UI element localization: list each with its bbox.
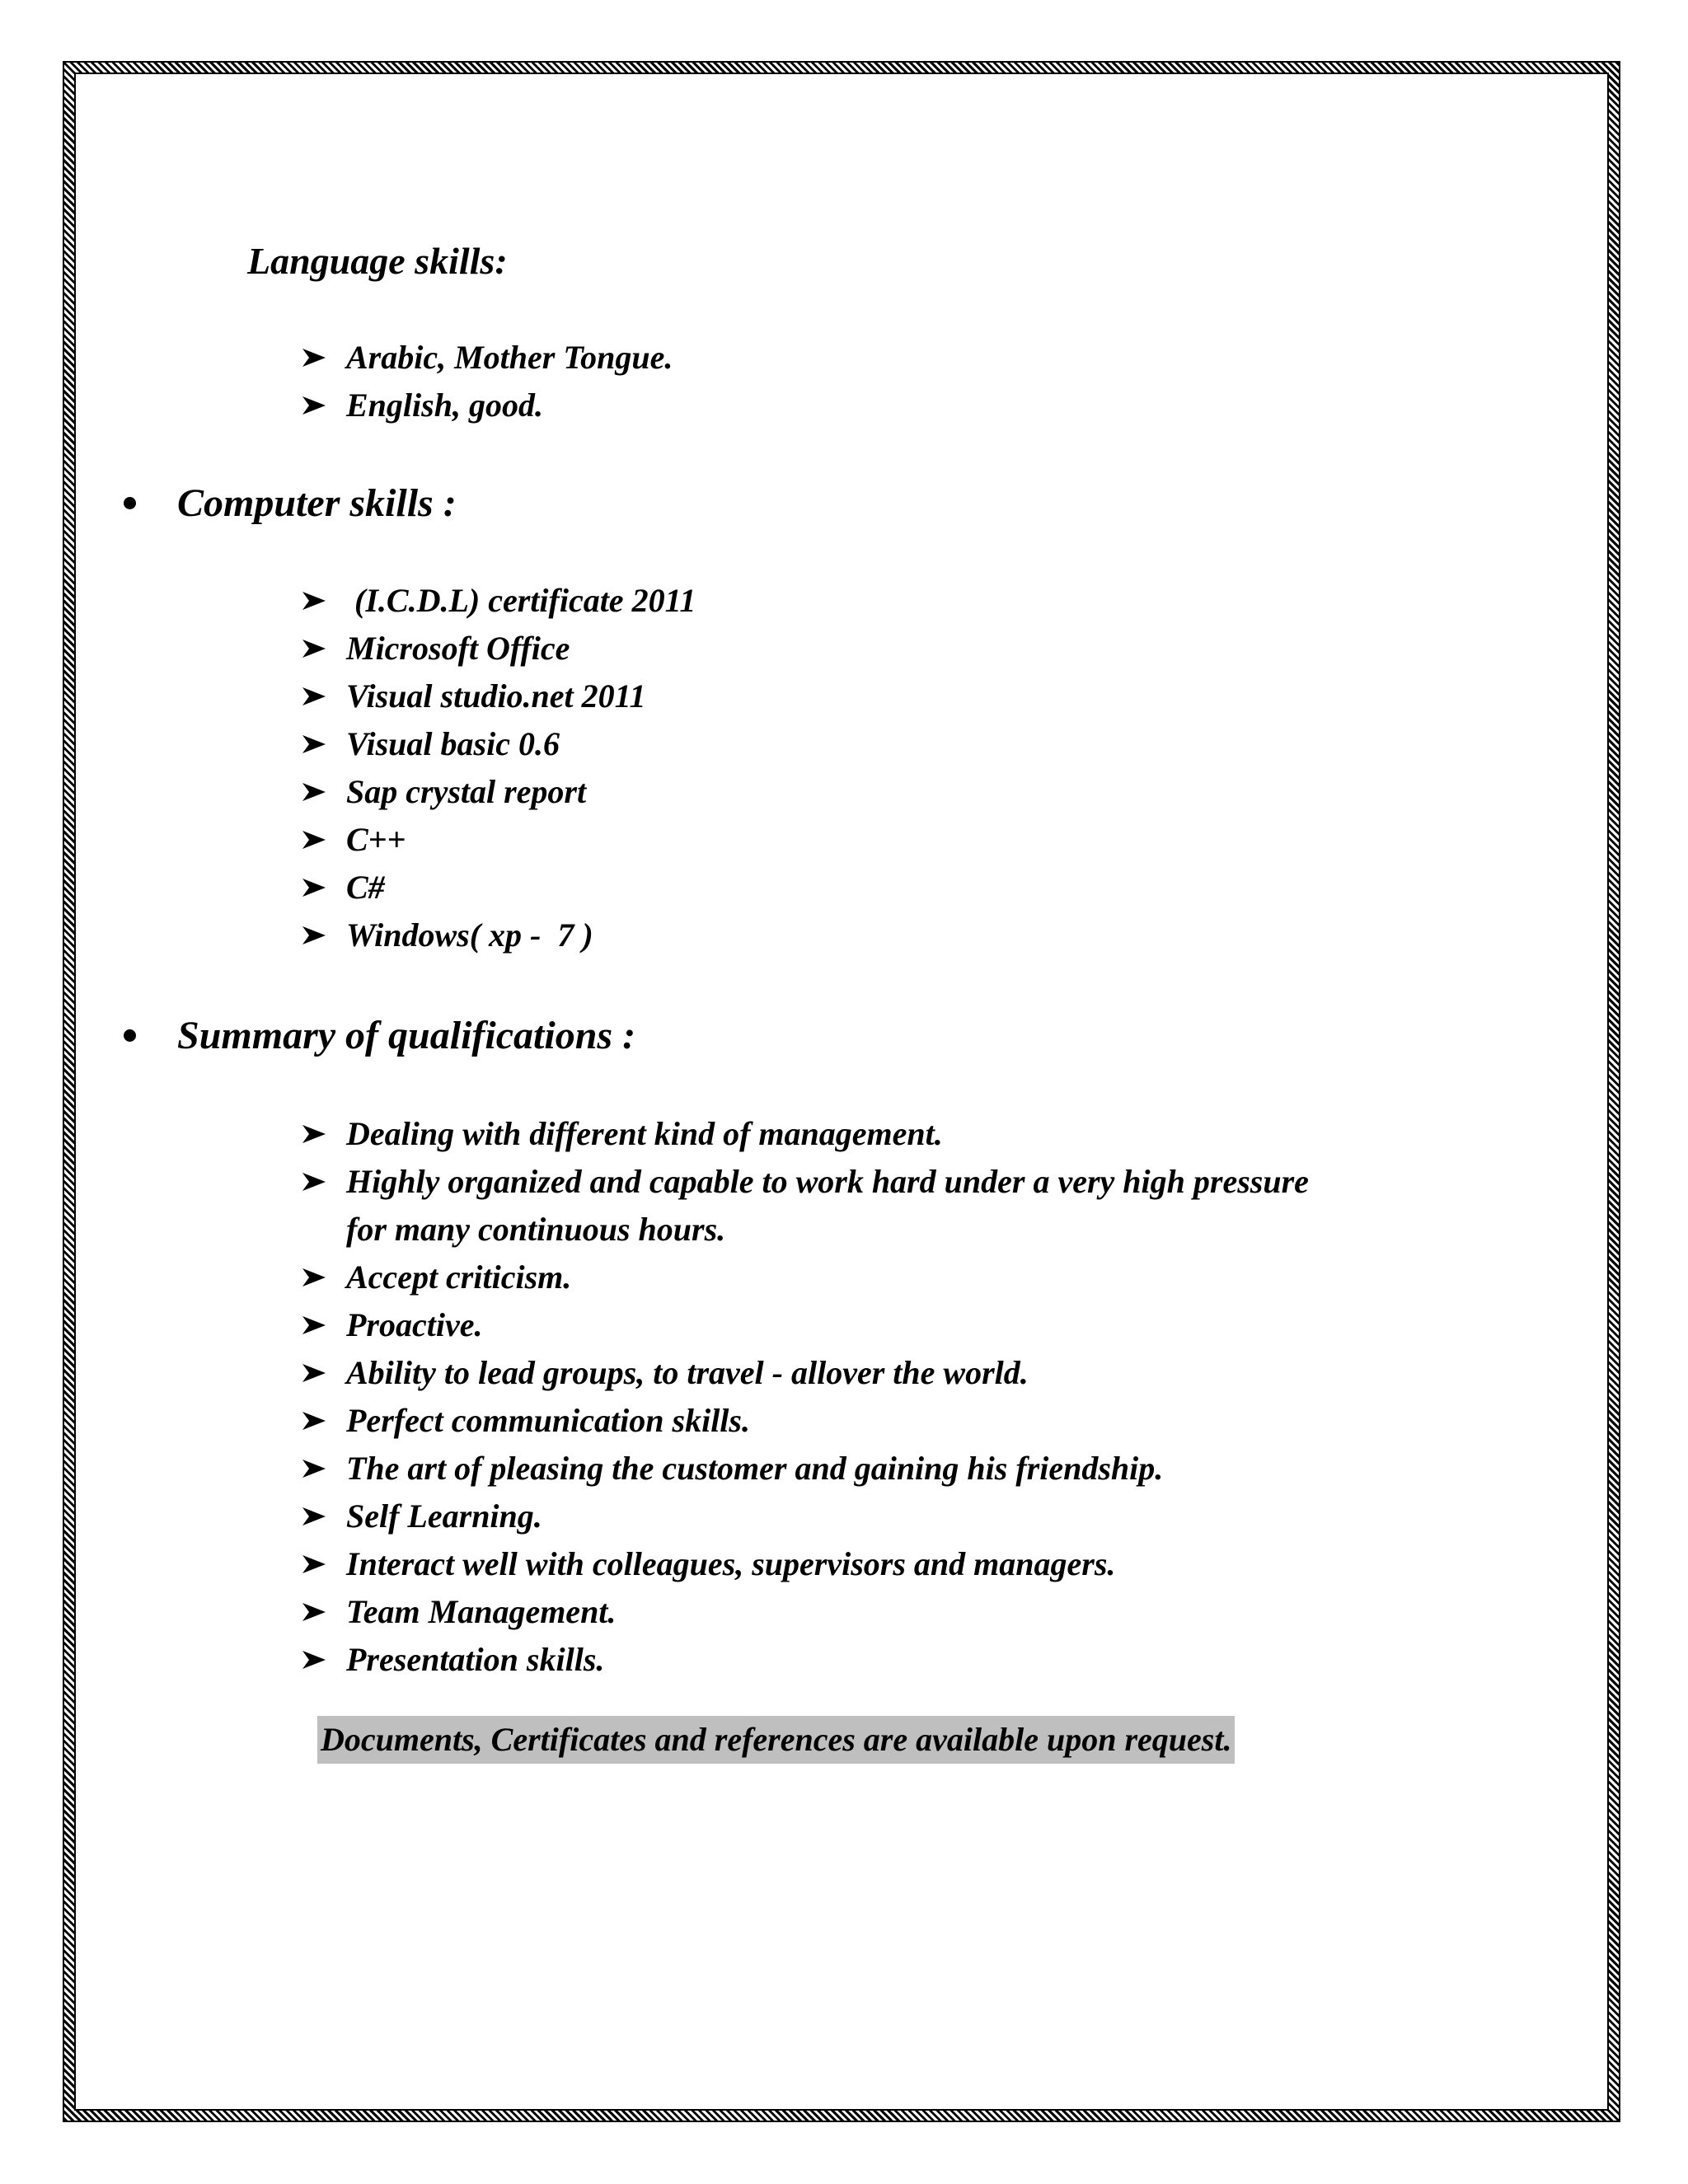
computer-item-text: Windows( xp - 7 ) [346,916,593,954]
summary-heading-text: Summary of qualifications : [177,1014,636,1057]
arrowhead-bullet-icon [301,877,327,898]
list-item [301,1493,1537,1540]
list-item [301,1158,1537,1254]
list-item [301,1301,1537,1349]
list-item [301,382,1537,429]
computer-item-text: Sap crystal report [346,773,587,810]
summary-item-text: Self Learning. [346,1497,542,1535]
arrowhead-bullet-icon [301,1315,327,1336]
list-item [301,577,1537,625]
list-item [301,625,1537,673]
arrowhead-bullet-icon [301,1506,327,1527]
computer-skills-list [301,577,1537,959]
arrowhead-bullet-icon [301,395,327,416]
summary-item-text: The art of pleasing the customer and gaining his friendship. [346,1450,1164,1487]
summary-item-text: Team Management. [346,1593,617,1630]
arrowhead-bullet-icon [301,781,327,803]
arrowhead-bullet-icon [301,925,327,946]
documents-availability-note: Documents, Certificates and references are available upon request. [317,1716,1235,1764]
summary-heading [124,1013,635,1058]
list-item [301,1588,1537,1636]
list-item [301,1397,1537,1445]
arrowhead-bullet-icon [301,1267,327,1288]
computer-item-text: Visual studio.net 2011 [346,677,646,715]
computer-skills-heading-text: Computer skills : [177,481,457,525]
arrowhead-bullet-icon [301,590,327,612]
computer-skills-heading [124,480,457,526]
arrowhead-bullet-icon [301,1410,327,1432]
list-item [301,1349,1537,1397]
summary-item-text: Dealing with different kind of management. [346,1115,943,1152]
summary-item-text: Highly organized and capable to work hard under a very high pressure [346,1163,1309,1200]
summary-item-text: Perfect communication skills. [346,1402,750,1439]
arrowhead-bullet-icon [301,1601,327,1623]
arrowhead-bullet-icon [301,686,327,707]
list-item [301,334,1537,382]
list-item [301,1254,1537,1301]
summary-item-continuation: for many continuous hours. [346,1211,726,1248]
arrowhead-bullet-icon [301,1362,327,1384]
computer-item-text: (I.C.D.L) certificate 2011 [346,582,696,619]
language-item-text: English, good. [346,387,543,424]
arrowhead-bullet-icon [301,733,327,755]
list-item [301,1636,1537,1684]
language-item-text: Arabic, Mother Tongue. [346,339,673,376]
language-skills-heading: Language skills: [247,240,508,282]
round-bullet-icon [124,1029,136,1042]
computer-item-text: Microsoft Office [346,630,570,667]
list-item [301,768,1537,816]
list-item [301,864,1537,912]
arrowhead-bullet-icon [301,1458,327,1479]
list-item [301,720,1537,768]
computer-item-text: C++ [346,821,406,858]
arrowhead-bullet-icon [301,347,327,368]
list-item [301,1445,1537,1493]
round-bullet-icon [124,497,136,509]
arrowhead-bullet-icon [301,1171,327,1193]
list-item [301,1110,1537,1158]
summary-item-text: Proactive. [346,1306,483,1343]
arrowhead-bullet-icon [301,1554,327,1575]
arrowhead-bullet-icon [301,1123,327,1145]
summary-item-text: Accept criticism. [346,1258,572,1296]
list-item [301,1540,1537,1588]
arrowhead-bullet-icon [301,638,327,659]
list-item [301,816,1537,864]
list-item [301,673,1537,720]
summary-item-text: Presentation skills. [346,1641,605,1678]
summary-item-text: Ability to lead groups, to travel - allover the world. [346,1354,1029,1391]
summary-list [301,1110,1537,1684]
language-skills-list [301,334,1537,429]
summary-item-text: Interact well with colleagues, supervisors and managers. [346,1545,1116,1582]
arrowhead-bullet-icon [301,1649,327,1671]
arrowhead-bullet-icon [301,829,327,851]
computer-item-text: Visual basic 0.6 [346,725,560,762]
list-item [301,912,1537,959]
computer-item-text: C# [346,869,385,906]
